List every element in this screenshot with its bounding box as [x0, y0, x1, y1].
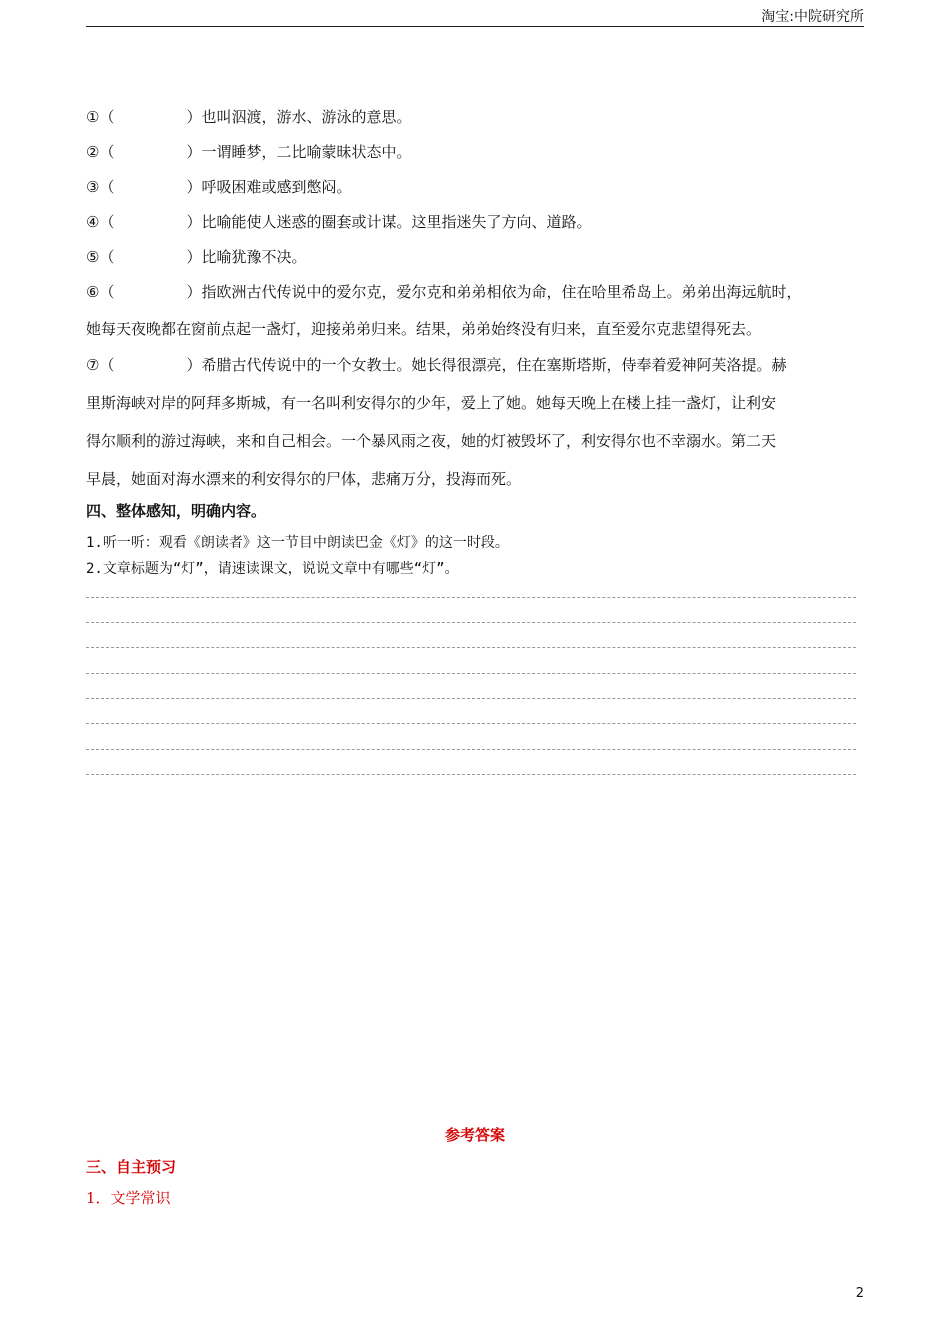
section-4-heading: 四、整体感知，明确内容。: [86, 502, 267, 520]
answer-line[interactable]: [86, 698, 856, 699]
page-header: [86, 6, 864, 27]
glossary-item-6: ⑥（ ）指欧洲古代传说中的爱尔克，爱尔克和弟弟相依为命，住在哈里希岛上。弟弟出海远航时，: [86, 283, 802, 301]
glossary-item-6-continuation: 她每天夜晚都在窗前点起一盏灯，迎接弟弟归来。结果，弟弟始终没有归来，直至爱尔克悲望得死去。: [86, 320, 762, 338]
answer-line[interactable]: [86, 647, 856, 648]
answer-line[interactable]: [86, 723, 856, 724]
glossary-item-7-continuation: 得尔顺利的游过海峡，来和自己相会。一个暴风雨之夜，她的灯被毁坏了，利安得尔也不幸溺水。第二天: [86, 432, 777, 450]
answer-line[interactable]: [86, 673, 856, 674]
glossary-item-7-continuation: 里斯海峡对岸的阿拜多斯城，有一名叫利安得尔的少年，爱上了她。她每天晚上在楼上挂一盏灯，让利安: [86, 394, 777, 412]
answer-line[interactable]: [86, 749, 856, 750]
page-number: 2: [855, 1286, 864, 1301]
answers-title: 参考答案: [444, 1126, 505, 1144]
glossary-item-2: ②（ ）一谓睡梦，二比喻蒙昧状态中。: [86, 143, 412, 161]
answer-line[interactable]: [86, 622, 856, 623]
answers-item-1: 1．文学常识: [86, 1189, 171, 1207]
question-2: 2.文章标题为“灯”，请速读课文，说说文章中有哪些“灯”。: [86, 561, 459, 577]
header-source-text: 淘宝:中院研究所: [761, 9, 864, 25]
glossary-item-7: ⑦（ ）希腊古代传说中的一个女教士。她长得很漂亮，住在塞斯塔斯，侍奉着爱神阿芙洛提。赫: [86, 356, 787, 374]
glossary-item-7-continuation: 早晨，她面对海水漂来的利安得尔的尸体，悲痛万分，投海而死。: [86, 470, 522, 488]
question-1: 1.听一听：观看《朗读者》这一节目中朗读巴金《灯》的这一时段。: [86, 535, 509, 551]
answer-line[interactable]: [86, 774, 856, 775]
answer-line[interactable]: [86, 597, 856, 598]
glossary-item-5: ⑤（ ）比喻犹豫不决。: [86, 248, 307, 266]
glossary-item-4: ④（ ）比喻能使人迷惑的圈套或计谋。这里指迷失了方向、道路。: [86, 213, 592, 231]
glossary-item-1: ①（ ）也叫泅渡，游水、游泳的意思。: [86, 108, 412, 126]
glossary-item-3: ③（ ）呼吸困难或感到憋闷。: [86, 178, 352, 196]
answers-section-3-heading: 三、自主预习: [86, 1158, 177, 1176]
